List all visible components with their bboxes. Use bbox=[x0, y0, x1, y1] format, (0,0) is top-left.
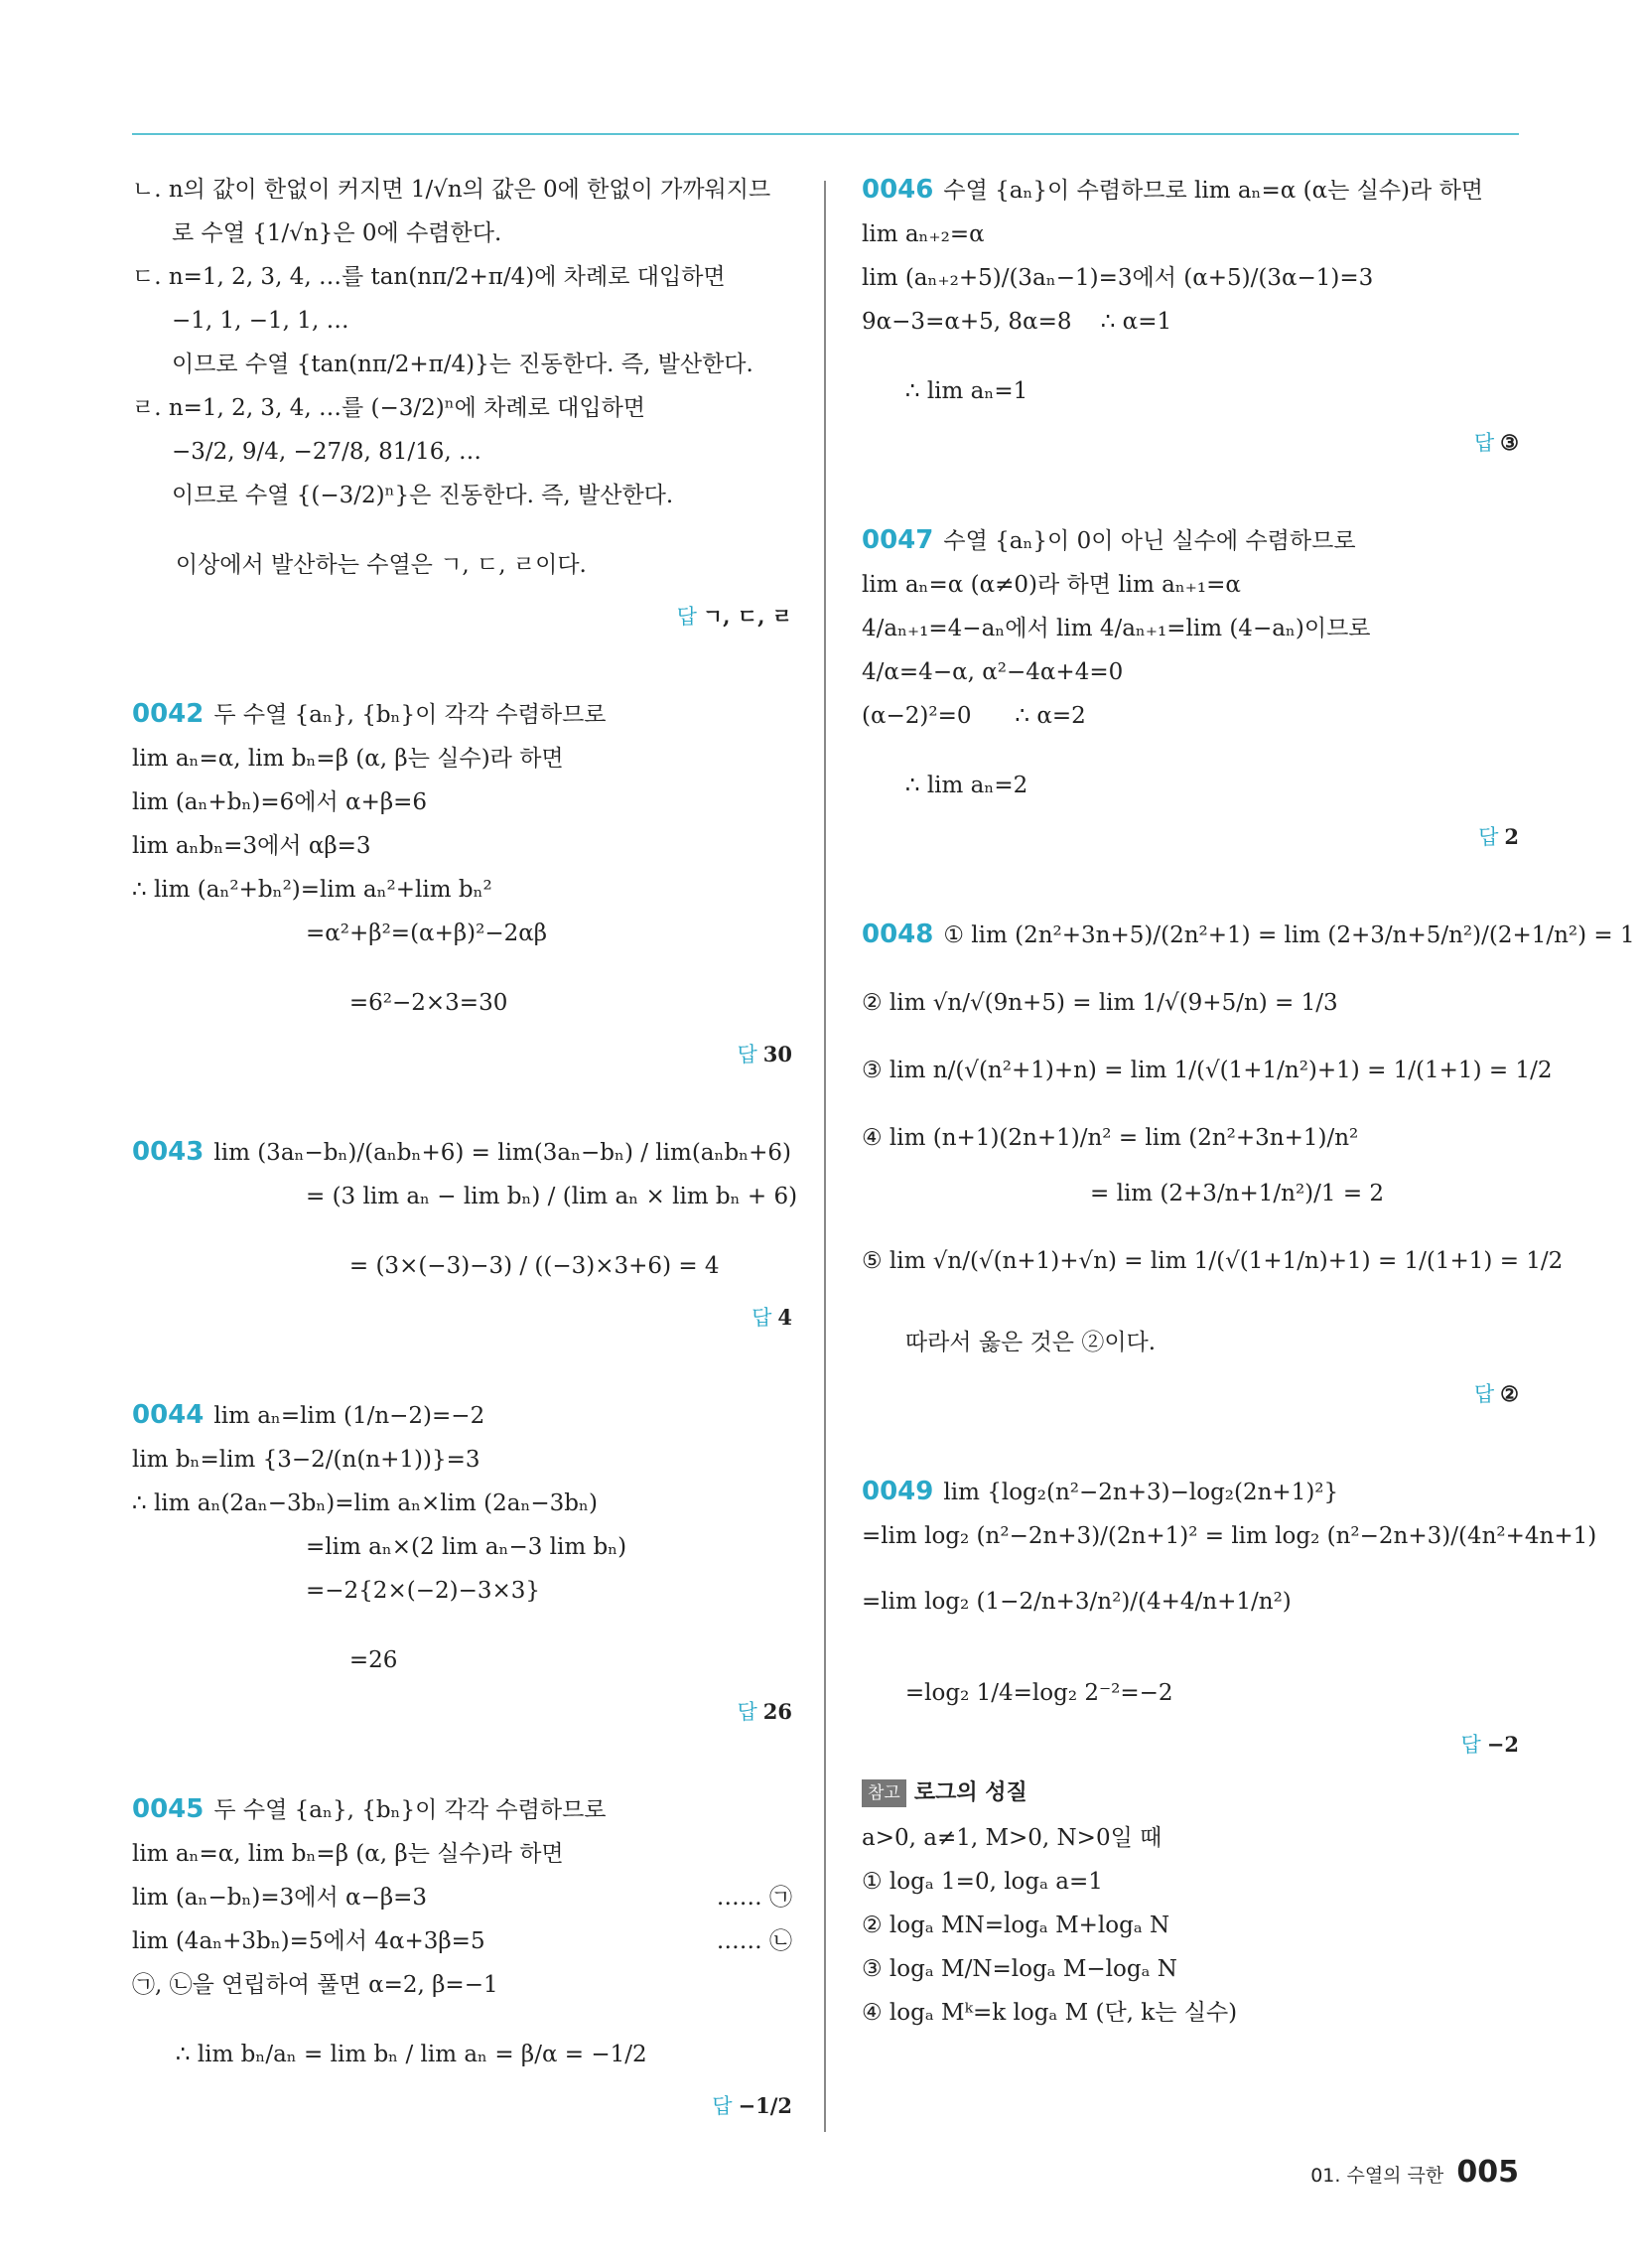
answer-label: 답 bbox=[737, 1043, 757, 1066]
answer-badge bbox=[737, 1699, 792, 1725]
text-line: ② lim √n/√(9n+5) = lim 1/√(9+5/n) = 1/3 bbox=[862, 990, 1338, 1016]
text-line: ∴ lim aₙ(2aₙ−3bₙ)=lim aₙ×lim (2aₙ−3bₙ) bbox=[132, 1490, 598, 1516]
problem-0049 bbox=[862, 1477, 1597, 1758]
text-line: 9α−3=α+5, 8α=8 ∴ α=1 bbox=[862, 309, 1172, 335]
text-line: lim aₙ=α (α≠0)라 하면 lim aₙ₊₁=α bbox=[862, 572, 1241, 598]
equation-text: =log₂ 1/4=log₂ 2⁻²=−2 bbox=[904, 1680, 1173, 1706]
answer-value: 2 bbox=[1504, 824, 1519, 849]
text-line: =lim aₙ×(2 lim aₙ−3 lim bₙ) bbox=[306, 1534, 627, 1560]
problem-number: 0049 bbox=[862, 1477, 934, 1506]
text-line: ② logₐ MN=logₐ M+logₐ N bbox=[862, 1913, 1170, 1938]
text-line bbox=[132, 526, 792, 630]
problem-text: lim (3aₙ−bₙ)/(aₙbₙ+6) = lim(3aₙ−bₙ) / lim(aₙbₙ+6) bbox=[213, 1140, 792, 1166]
text-line: =−2{2×(−2)−3×3} bbox=[306, 1578, 541, 1604]
problem-0046 bbox=[862, 177, 1519, 456]
answer-value: −2 bbox=[1486, 1732, 1519, 1757]
answer-badge bbox=[1460, 1732, 1519, 1758]
text-line: lim (aₙ₊₂+5)/(3aₙ−1)=3에서 (α+5)/(3α−1)=3 bbox=[862, 265, 1374, 291]
text-line: ⑤ lim √n/(√(n+1)+√n) = lim 1/(√(1+1/n)+1) = 1/(1+1) = 1/2 bbox=[862, 1248, 1564, 1274]
page-footer bbox=[1310, 2155, 1519, 2190]
text-line bbox=[862, 920, 1635, 949]
text-line bbox=[132, 1928, 792, 1954]
equation-text: lim (aₙ−bₙ)=3에서 α−β=3 bbox=[132, 1885, 428, 1911]
answer-label: 답 bbox=[712, 2094, 733, 2118]
problem-0043 bbox=[132, 1137, 798, 1331]
text-line: ∴ lim (aₙ²+bₙ²)=lim aₙ²+lim bₙ² bbox=[132, 877, 492, 903]
text-line: 이므로 수열 {(−3/2)ⁿ}은 진동한다. 즉, 발산한다. bbox=[172, 483, 674, 508]
answer-value: 30 bbox=[762, 1042, 792, 1066]
text-line bbox=[862, 1479, 1519, 1505]
answer-label: 답 bbox=[1478, 825, 1499, 849]
text-line: ④ logₐ Mᵏ=k logₐ M (단, k는 실수) bbox=[862, 2000, 1238, 2026]
problem-text: ① lim (2n²+3n+5)/(2n²+1) = lim (2+3/n+5/n²)/(2+1/n²) = 1 bbox=[943, 922, 1635, 948]
text-line bbox=[862, 1654, 1519, 1758]
problem-0048 bbox=[862, 920, 1635, 1407]
text-line: =lim log₂ (n²−2n+3)/(2n+1)² = lim log₂ (n²−2n+3)/(4n²+4n+1) bbox=[862, 1523, 1597, 1549]
answer-value: ② bbox=[1500, 1381, 1519, 1406]
problem-text: lim {log₂(n²−2n+3)−log₂(2n+1)²} bbox=[943, 1480, 1339, 1505]
answer-label: 답 bbox=[1460, 1733, 1481, 1757]
equation-text: ∴ lim bₙ/aₙ = lim bₙ / lim aₙ = β/α = −1/2 bbox=[175, 2042, 647, 2067]
note-title: 로그의 성질 bbox=[913, 1780, 1027, 1805]
text-line bbox=[862, 747, 1519, 850]
problem-text: 수열 {aₙ}이 0이 아닌 실수에 수렴하므로 bbox=[943, 528, 1356, 554]
text-line: lim aₙ=α, lim bₙ=β (α, β는 실수)라 하면 bbox=[132, 746, 564, 772]
equation-marker: …… ㉠ bbox=[716, 1885, 792, 1911]
equation-text: = (3×(−3)−3) / ((−3)×3+6) = 4 bbox=[348, 1253, 720, 1279]
page-number: 005 bbox=[1456, 2155, 1519, 2190]
problem-0045 bbox=[132, 1796, 792, 2119]
equation-text: =26 bbox=[348, 1647, 398, 1673]
answer-label: 답 bbox=[737, 1700, 757, 1724]
text-line: 4/α=4−α, α²−4α+4=0 bbox=[862, 659, 1124, 685]
text-line: lim aₙ₊₂=α bbox=[862, 221, 985, 247]
conclusion-text: 이상에서 발산하는 수열은 ㄱ, ㄷ, ㄹ이다. bbox=[175, 552, 587, 578]
text-line: ③ lim n/(√(n²+1)+n) = lim 1/(√(1+1/n²)+1) = 1/(1+1) = 1/2 bbox=[862, 1058, 1553, 1083]
column-divider bbox=[824, 181, 826, 2132]
answer-label: 답 bbox=[1473, 431, 1495, 455]
chapter-label: 01. 수열의 극한 bbox=[1310, 2165, 1444, 2187]
answer-value: −1/2 bbox=[738, 2093, 792, 2118]
text-line bbox=[132, 1227, 792, 1331]
text-line bbox=[132, 1796, 792, 1823]
answer-badge bbox=[737, 1042, 792, 1067]
text-line: lim bₙ=lim {3−2/(n(n+1))}=3 bbox=[132, 1447, 480, 1473]
problem-text: 두 수열 {aₙ}, {bₙ}이 각각 수렴하므로 bbox=[213, 702, 607, 728]
answer-badge bbox=[712, 2093, 792, 2119]
text-line: (α−2)²=0 ∴ α=2 bbox=[862, 703, 1086, 729]
text-line bbox=[862, 353, 1519, 456]
answer-value: 26 bbox=[762, 1699, 792, 1724]
note-header bbox=[862, 1779, 1519, 1807]
text-line: =lim log₂ (1−2/n+3/n²)/(4+4/n+1/n²) bbox=[862, 1589, 1292, 1615]
problem-0047 bbox=[862, 527, 1519, 850]
text-line bbox=[132, 964, 792, 1067]
text-line bbox=[132, 1139, 792, 1166]
text-line: ① logₐ 1=0, logₐ a=1 bbox=[862, 1869, 1103, 1895]
text-line: =α²+β²=(α+β)²−2αβ bbox=[306, 921, 548, 946]
text-line: ㄷ. n=1, 2, 3, 4, …를 tan(nπ/2+π/4)에 차례로 대입하면 bbox=[132, 264, 726, 290]
text-line: ③ logₐ M/N=logₐ M−logₐ N bbox=[862, 1956, 1177, 1982]
problem-0042 bbox=[132, 701, 792, 1067]
problem-text: 두 수열 {aₙ}, {bₙ}이 각각 수렴하므로 bbox=[213, 1797, 607, 1823]
answer-value: 4 bbox=[777, 1305, 792, 1330]
text-line bbox=[862, 177, 1519, 204]
equation-text: lim (4aₙ+3bₙ)=5에서 4α+3β=5 bbox=[132, 1928, 485, 1954]
text-line bbox=[862, 1304, 1519, 1407]
left-column bbox=[132, 177, 798, 2191]
answer-value: ③ bbox=[1500, 430, 1519, 455]
text-line: = (3 lim aₙ − lim bₙ) / (lim aₙ × lim bₙ + 6) bbox=[306, 1184, 798, 1209]
answer-badge bbox=[1474, 430, 1519, 456]
equation-text: ∴ lim aₙ=2 bbox=[904, 773, 1028, 798]
text-line: −1, 1, −1, 1, … bbox=[172, 308, 349, 334]
text-line: ㉠, ㉡을 연립하여 풀면 α=2, β=−1 bbox=[132, 1972, 498, 1998]
answer-badge bbox=[677, 604, 792, 630]
text-line bbox=[132, 701, 792, 728]
conclusion-text: 따라서 옳은 것은 ②이다. bbox=[904, 1330, 1157, 1355]
text-line: = lim (2+3/n+1/n²)/1 = 2 bbox=[1090, 1181, 1385, 1206]
text-line bbox=[132, 1622, 792, 1725]
text-line bbox=[132, 2016, 792, 2119]
problem-number: 0047 bbox=[862, 525, 934, 555]
problem-0044 bbox=[132, 1402, 792, 1725]
answer-badge bbox=[1478, 824, 1519, 850]
equation-text: =6²−2×3=30 bbox=[348, 990, 508, 1016]
problem-number: 0044 bbox=[132, 1400, 205, 1430]
problem-number: 0045 bbox=[132, 1794, 205, 1824]
text-line: ㄴ. n의 값이 한없이 커지면 1/√n의 값은 0에 한없이 가까워지므 bbox=[132, 177, 771, 203]
text-line: 로 수열 {1/√n}은 0에 수렴한다. bbox=[172, 220, 502, 246]
problem-number: 0046 bbox=[862, 175, 934, 205]
text-line: −3/2, 9/4, −27/8, 81/16, … bbox=[172, 439, 481, 465]
text-line bbox=[132, 1885, 792, 1911]
answer-badge bbox=[1474, 1381, 1519, 1407]
text-line bbox=[862, 527, 1519, 554]
answer-label: 답 bbox=[752, 1306, 772, 1330]
answer-value: ㄱ, ㄷ, ㄹ bbox=[702, 604, 792, 629]
problem-text: lim aₙ=lim (1/n−2)=−2 bbox=[213, 1403, 485, 1429]
text-line: ㄹ. n=1, 2, 3, 4, …를 (−3/2)ⁿ에 차례로 대입하면 bbox=[132, 395, 646, 421]
text-line: lim aₙbₙ=3에서 αβ=3 bbox=[132, 833, 371, 859]
problem-number: 0048 bbox=[862, 920, 934, 949]
problem-text: 수열 {aₙ}이 수렴하므로 lim aₙ=α (α는 실수)라 하면 bbox=[943, 178, 1483, 204]
note-tag: 참고 bbox=[862, 1779, 906, 1807]
text-line: 이므로 수열 {tan(nπ/2+π/4)}는 진동한다. 즉, 발산한다. bbox=[172, 352, 753, 377]
text-line: ④ lim (n+1)(2n+1)/n² = lim (2n²+3n+1)/n² bbox=[862, 1125, 1359, 1151]
problem-number: 0043 bbox=[132, 1137, 205, 1167]
text-line: lim aₙ=α, lim bₙ=β (α, β는 실수)라 하면 bbox=[132, 1841, 564, 1867]
text-line: 4/aₙ₊₁=4−aₙ에서 lim 4/aₙ₊₁=lim (4−aₙ)이므로 bbox=[862, 616, 1371, 641]
equation-marker: …… ㉡ bbox=[716, 1928, 792, 1954]
text-line: a>0, a≠1, M>0, N>0일 때 bbox=[862, 1825, 1163, 1851]
answer-label: 답 bbox=[1473, 1382, 1495, 1406]
text-line bbox=[132, 1402, 792, 1429]
problem-number: 0042 bbox=[132, 699, 205, 729]
equation-text: ∴ lim aₙ=1 bbox=[904, 378, 1028, 404]
answer-label: 답 bbox=[676, 605, 697, 629]
header-rule bbox=[132, 133, 1519, 135]
text-line: lim (aₙ+bₙ)=6에서 α+β=6 bbox=[132, 789, 428, 815]
intro-solution bbox=[132, 177, 792, 630]
right-column bbox=[862, 175, 1635, 2044]
answer-badge bbox=[752, 1305, 792, 1331]
log-properties-note bbox=[862, 1779, 1519, 2026]
